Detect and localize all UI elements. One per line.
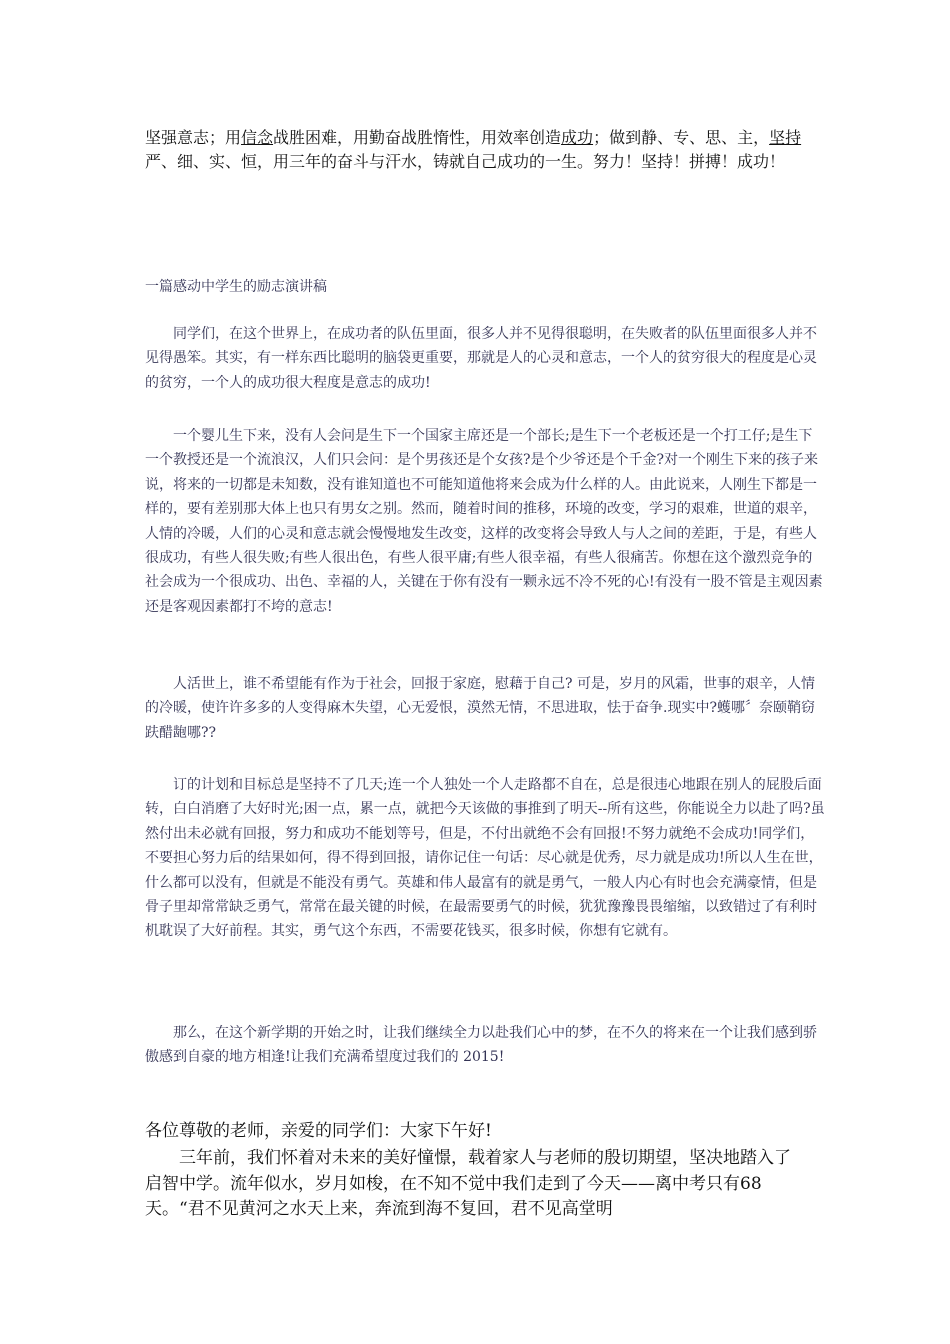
speech-paragraph-4: 订的计划和目标总是坚持不了几天;连一个人独处一个人走路都不自在，总是很违心地跟在别人的屁股后面转，白白消磨了大好时光;困一点，累一点，就把今天该做的事推到了明天--所有这些，你能说全力以赴了吗?虽然付出未必就有回报，努力和成功不能划等号，但是，不付出就绝不会有回报!不努力就绝不会成功!同学们，不要担心努力后的结果如何，得不得到回报，请你记住一句话：尽心就是优秀，尽力就是成功!所以人生在世，什么都可以没有，但就是不能没有勇气。英雄和伟人最富有的就是勇气，一般人内心有时也会充满豪情，但是骨子里却常常缺乏勇气，常常在最关键的时候，在最需要勇气的时候，犹犹豫豫畏畏缩缩，以致错过了有利时机耽误了大好前程。其实，勇气这个东西，不需要花钱买，很多时候，你想有它就有。: [145, 777, 825, 940]
underlined-word-belief: 信念: [241, 128, 274, 147]
closing-text-1: 坚强意志；用: [145, 128, 242, 147]
closing-text-3: ；做到静、专、思、主，: [593, 128, 770, 147]
speech-title: 一篇感动中学生的励志演讲稿: [145, 279, 327, 295]
speech-paragraph-2: 一个婴儿生下来，没有人会问是生下一个国家主席还是一个部长;是生下一个老板还是一个打工仔;是生下一个教授还是一个流浪汉，人们只会问：是个男孩还是个女孩?是个少爷还是个千金?对一个刚生下来的孩子来说，将来的一切都是未知数，没有谁知道也不可能知道他将来会成为什么样的人。由此说来，人刚生下都是一样的，要有差别那大体上也只有男女之别。然而，随着时间的推移，环境的改变，学习的艰难，世道的艰辛，人情的冷暖，人们的心灵和意志就会慢慢地发生改变，这样的改变将会导致人与人之间的差距，于是，有些人很成功，有些人很失败;有些人很出色，有些人很平庸;有些人很幸福，有些人很痛苦。你想在这个激烈竞争的社会成为一个很成功、出色、幸福的人，关键在于你有没有一颗永远不冷不死的心!有没有一股不管是主观因素还是客观因素都打不垮的意志!: [145, 428, 823, 615]
speech-paragraph-3: 人活世上，谁不希望能有作为于社会，回报于家庭，慰藉于自己? 可是，岁月的风霜，世事的艰辛，人情的冷暖，使许许多多的人变得麻木失望，心无爱恨，漠然无情，不思进取，怯于奋争.现实中?蠖哪〞奈颐鞘窃趺醋龅哪??: [145, 676, 815, 741]
closing-paragraph: [145, 126, 825, 174]
final-speech-greeting: 各位尊敬的老师，亲爱的同学们：大家下午好!: [145, 1121, 492, 1141]
speech-paragraph-1: 同学们，在这个世界上，在成功者的队伍里面，很多人并不见得很聪明，在失败者的队伍里面很多人并不见得愚笨。其实，有一样东西比聪明的脑袋更重要，那就是人的心灵和意志，一个人的贫穷很大的程度是心灵的贫穷，一个人的成功很大程度是意志的成功!: [145, 326, 817, 391]
final-speech-paragraph: 三年前，我们怀着对未来的美好憧憬，载着家人与老师的殷切期望，坚决地踏入了启智中学。流年似水，岁月如梭，在不知不觉中我们走到了今天——离中考只有68天。“君不见黄河之水天上来，奔流到海不复回，君不见高堂明: [145, 1148, 791, 1219]
closing-text-4: 严、细、实、恒，用三年的奋斗与汗水，铸就自己成功的一生。努力！坚持！拼搏！成功！: [145, 152, 786, 171]
underlined-word-persist: 坚持: [769, 128, 802, 147]
underlined-word-success: 成功: [561, 128, 594, 147]
closing-text-2: 战胜困难，用勤奋战胜惰性，用效率创造: [273, 128, 562, 147]
speech-paragraph-5: 那么，在这个新学期的开始之时，让我们继续全力以赴我们心中的梦，在不久的将来在一个让我们感到骄傲感到自豪的地方相逢!让我们充满希望度过我们的 2015!: [145, 1025, 817, 1066]
